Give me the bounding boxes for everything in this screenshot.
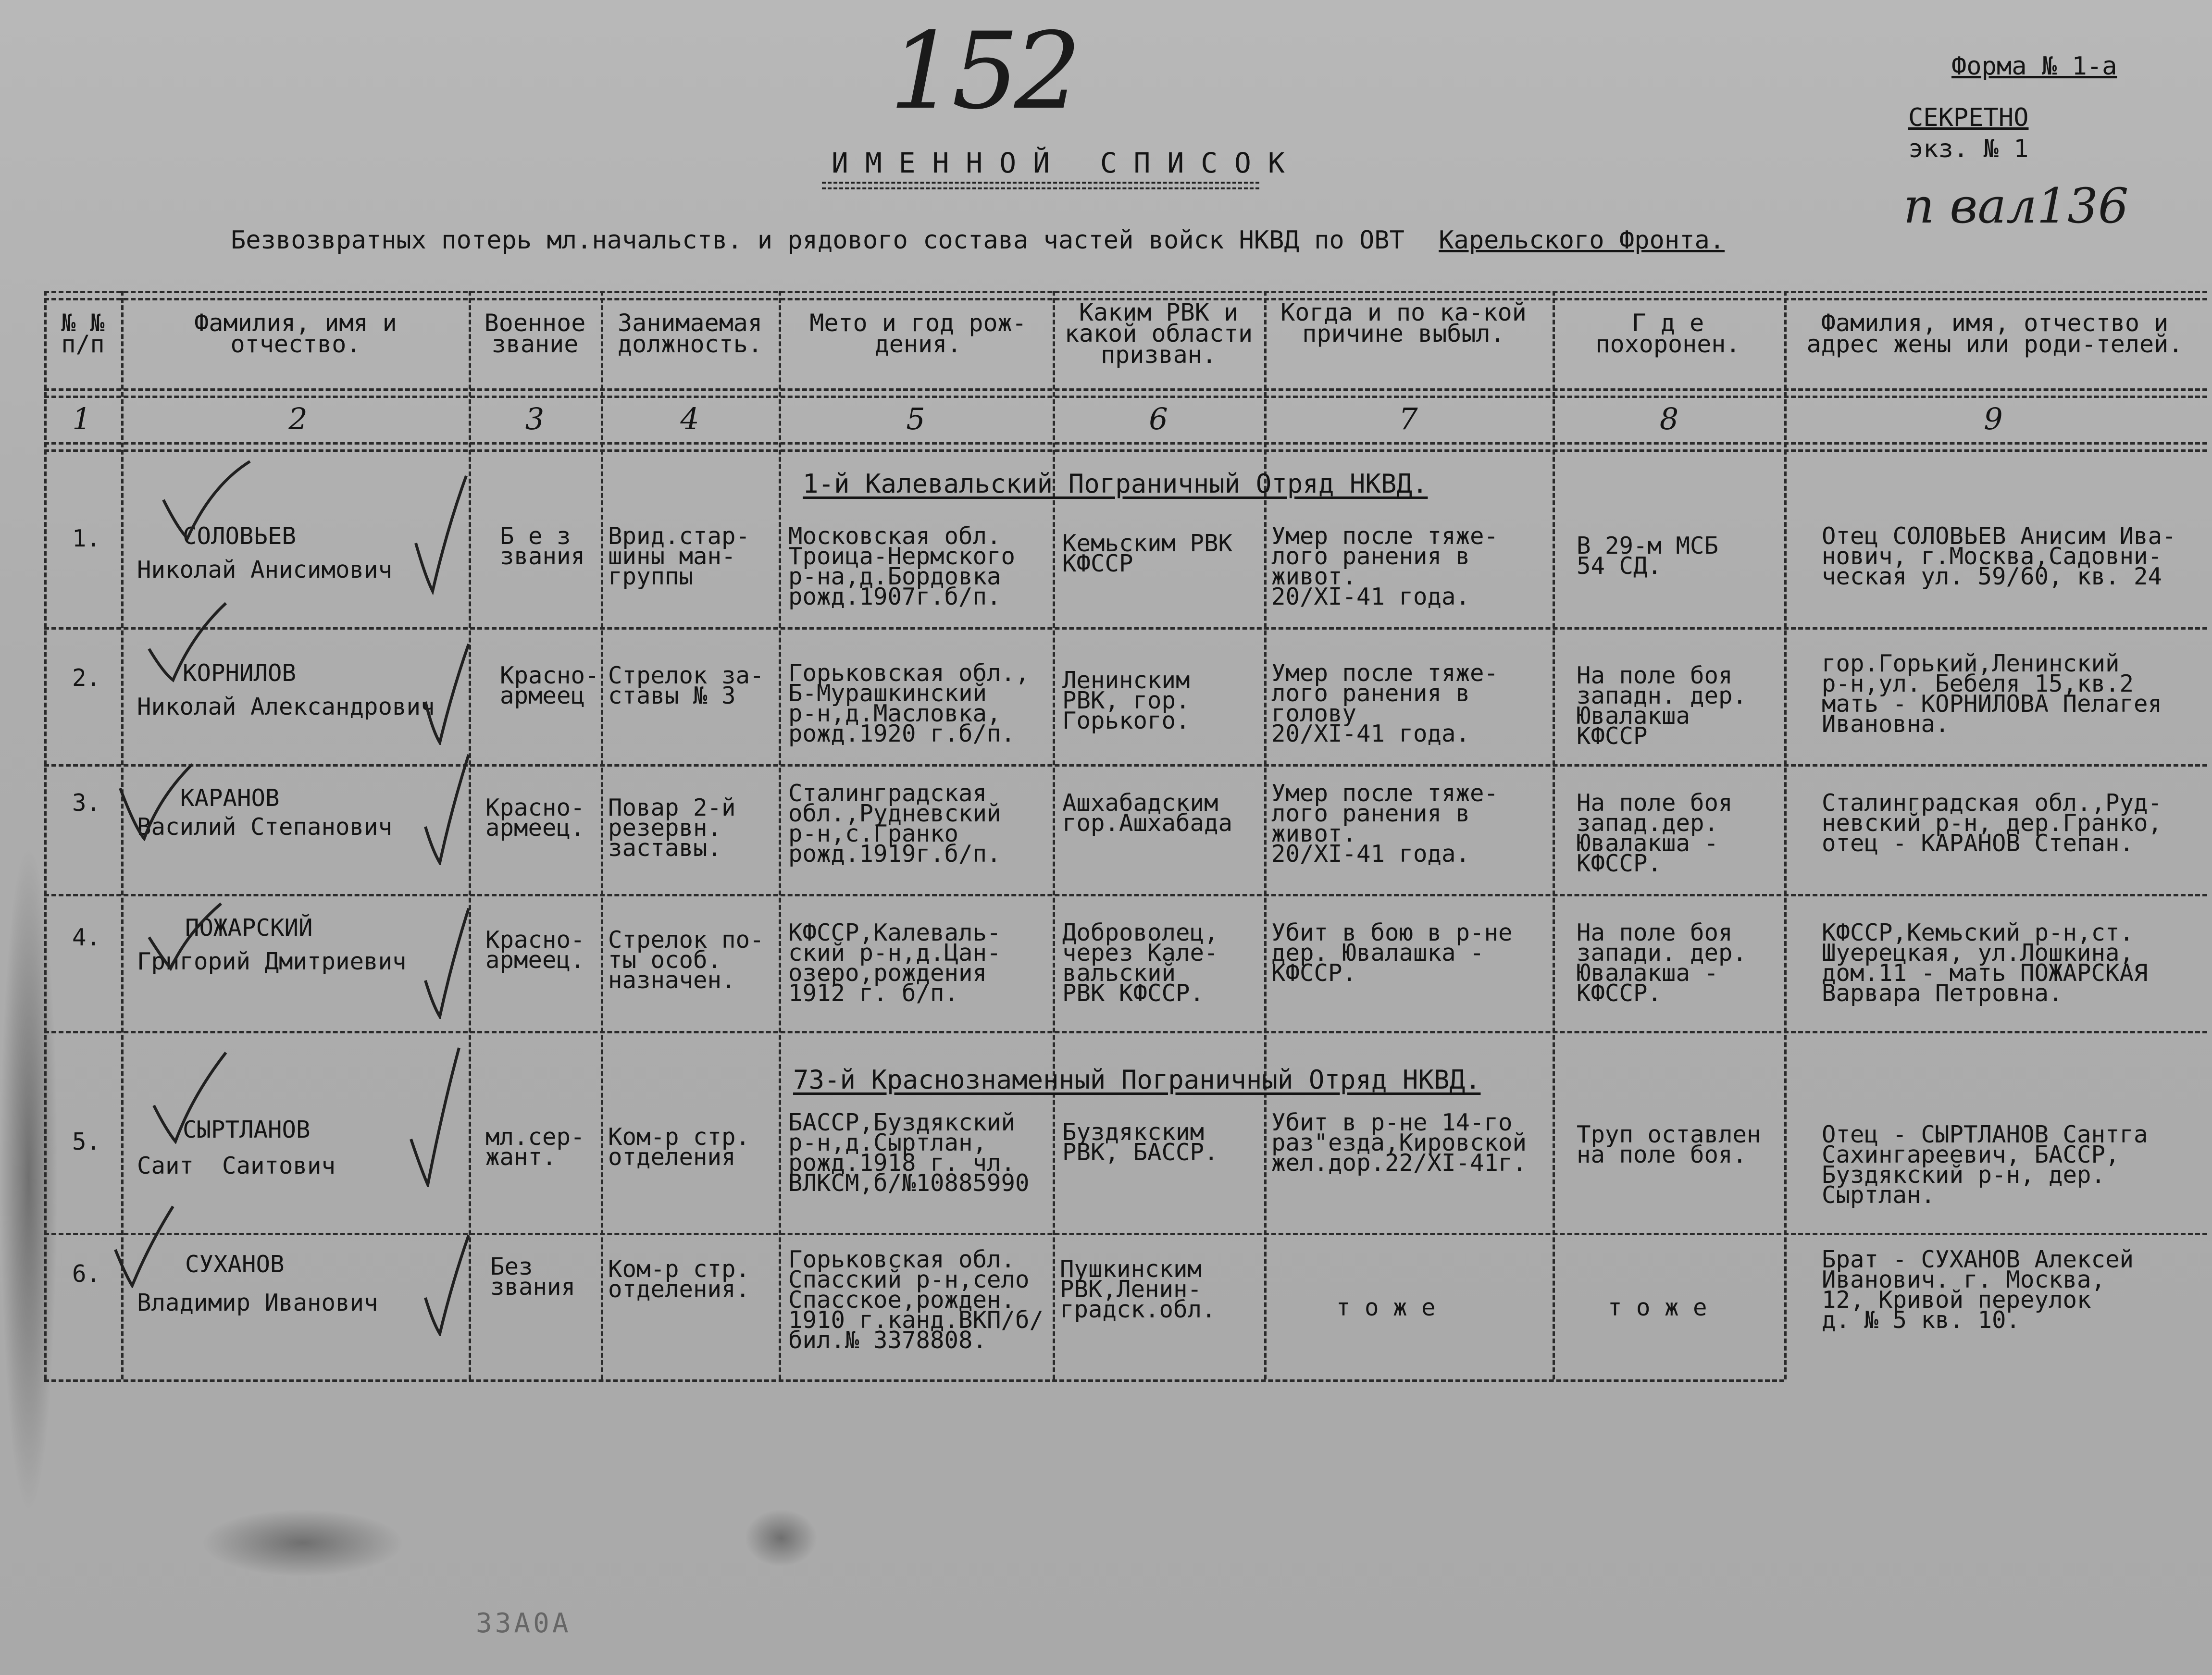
person-rvk: Буздякским РВК, БАССР. bbox=[1062, 1118, 1218, 1166]
person-position: Ком-р стр. отделения bbox=[608, 1123, 750, 1171]
check-mark-icon bbox=[409, 1043, 461, 1187]
title-underline bbox=[822, 182, 1259, 189]
person-cause: Умер после тяже- лого ранения в голову 20/XI-41 года. bbox=[1271, 659, 1499, 747]
colnum-8: 8 bbox=[1659, 401, 1679, 436]
person-name: Николай Александрович bbox=[137, 693, 435, 720]
section-heading-2: 73-й Краснознаменный Пограничный Отряд НКВД. bbox=[793, 1065, 1481, 1095]
person-burial: На поле боя запади. дер. Ювалакша - КФССР. bbox=[1577, 919, 1747, 1007]
numbers-bottom-rule-2 bbox=[44, 449, 2207, 452]
check-mark-icon bbox=[111, 1202, 178, 1288]
person-rvk: Ленинским РВК, гор. Горького. bbox=[1062, 667, 1190, 734]
check-mark-icon bbox=[423, 639, 471, 745]
person-birth: БАССР,Буздякский р-н,д.Сыртлан, рожд.1918 г. чл. ВЛКСМ,б/№10885990 bbox=[788, 1109, 1030, 1197]
page-title: И М Е Н Н О Й С П И С О К bbox=[832, 147, 1285, 179]
check-mark-icon bbox=[115, 759, 197, 841]
colnum-3: 3 bbox=[525, 401, 545, 436]
bottom-stamp: ЗЗА0А bbox=[476, 1608, 572, 1639]
col-rule-5 bbox=[1053, 291, 1055, 1379]
copy-label: экз. № 1 bbox=[1908, 135, 2029, 163]
check-mark-icon bbox=[144, 899, 226, 971]
header-fullname: Фамилия, имя и отчество. bbox=[194, 309, 397, 358]
header-rvk: Каким РВК и какой области призван. bbox=[1064, 298, 1253, 369]
person-position: Стрелок за- ставы № 3 bbox=[608, 662, 764, 709]
person-relatives: Отец СОЛОВЬЕВ Анисим Ива- нович, г.Москва,Садовни- ческая ул. 59/60, кв. 24 bbox=[1822, 522, 2176, 590]
person-burial: В 29-м МСБ 54 СД. bbox=[1577, 532, 1719, 580]
row-number: 1. bbox=[72, 525, 101, 552]
header-cause: Когда и по ка-кой причине выбыл. bbox=[1280, 298, 1527, 347]
col-rule-4 bbox=[779, 291, 781, 1379]
person-rank: Б е з звания bbox=[500, 522, 585, 570]
person-position: Стрелок по- ты особ. назначен. bbox=[608, 926, 764, 994]
person-relatives: гор.Горький,Ленинский р-н,ул. Бебеля 15,кв.2 мать - КОРНИЛОВА Пелагея Ивановна. bbox=[1822, 650, 2162, 738]
row-number: 5. bbox=[72, 1128, 101, 1155]
person-birth: КФССР,Калеваль- ский р-н,д.Цан- озеро,рождения 1912 г. б/п. bbox=[788, 919, 1001, 1007]
person-burial: На поле боя запад.дер. Ювалакша - КФССР. bbox=[1577, 789, 1733, 877]
ink-smudge bbox=[0, 841, 58, 1514]
row-rule-5 bbox=[44, 1233, 2207, 1235]
col-rule-7 bbox=[1553, 291, 1555, 1379]
person-name: Владимир Иванович bbox=[137, 1289, 378, 1316]
person-cause: Убит в бою в р-не дер. Ювалашка - КФССР. bbox=[1271, 919, 1513, 987]
header-relatives: Фамилия, имя, отчество и адрес жены или роди-телей. bbox=[1806, 309, 2183, 358]
table-top-rule bbox=[44, 291, 2207, 293]
check-mark-icon bbox=[159, 457, 255, 543]
person-rank: мл.сер- жант. bbox=[485, 1123, 585, 1171]
person-surname: СЫРТЛАНОВ bbox=[183, 1116, 311, 1143]
numbers-bottom-rule bbox=[44, 442, 2207, 445]
person-relatives: Сталинградская обл.,Руд- невский р-н, дер.Гранко, отец - КАРАНОВ Степан. bbox=[1822, 789, 2162, 857]
person-rank: Красно- армеец. bbox=[485, 926, 585, 974]
row-number: 6. bbox=[72, 1260, 101, 1288]
secrecy-label: СЕКРЕТНО bbox=[1908, 103, 2029, 132]
colnum-5: 5 bbox=[906, 401, 925, 436]
subtitle bbox=[231, 226, 1725, 255]
check-mark-icon bbox=[423, 750, 471, 865]
person-burial: На поле боя западн. дер. Ювалакша КФССР bbox=[1577, 662, 1747, 750]
ink-smudge bbox=[745, 1509, 817, 1567]
person-position: Ком-р стр. отделения. bbox=[608, 1255, 750, 1303]
table-bottom-rule bbox=[44, 1379, 1784, 1382]
handwritten-number: 152 bbox=[889, 10, 1077, 133]
person-surname: КАРАНОВ bbox=[180, 784, 280, 812]
person-cause: т о ж е bbox=[1336, 1294, 1436, 1321]
subtitle-prefix: Безвозвратных потерь мл.начальств. и рядового состава частей войск НКВД по ОВТ bbox=[231, 226, 1404, 255]
person-rvk: Пушкинским РВК,Ленин- градск.обл. bbox=[1060, 1255, 1216, 1323]
person-birth: Горьковская обл., Б-Мурашкинский р-н,д.Масловка, рожд.1920 г.б/п. bbox=[788, 659, 1030, 747]
check-mark-icon bbox=[423, 904, 471, 1019]
person-surname: КОРНИЛОВ bbox=[183, 659, 297, 687]
person-cause: Умер после тяже- лого ранения в живот. 20/XI-41 года. bbox=[1271, 780, 1499, 868]
person-relatives: КФССР,Кемьский р-н,ст. Шуерецкая, ул.Лошкина, дом.11 - мать ПОЖАРСКАЯ Варвара Петровна. bbox=[1822, 919, 2148, 1007]
header-bottom-rule bbox=[44, 388, 2207, 391]
person-position: Врид.стар- шины ман- группы bbox=[608, 522, 750, 590]
header-num: № № п/п bbox=[61, 309, 105, 358]
row-number: 3. bbox=[72, 789, 101, 817]
check-mark-icon bbox=[144, 596, 231, 682]
person-rvk: Кемьским РВК КФССР bbox=[1062, 530, 1233, 577]
person-rvk: Ашхабадским гор.Ашхабада bbox=[1062, 789, 1233, 837]
header-position: Занимаемая должность. bbox=[617, 309, 763, 358]
person-name: Николай Анисимович bbox=[137, 556, 393, 583]
colnum-6: 6 bbox=[1149, 401, 1168, 436]
person-rvk: Доброволец, через Кале- вальский РВК КФССР. bbox=[1062, 919, 1218, 1007]
colnum-2: 2 bbox=[288, 401, 308, 436]
person-name: Саит Саитович bbox=[137, 1152, 336, 1179]
person-burial: т о ж е bbox=[1608, 1294, 1707, 1321]
header-rank: Военное звание bbox=[484, 309, 586, 358]
header-bottom-rule-2 bbox=[44, 396, 2207, 398]
row-rule-2 bbox=[44, 764, 2207, 767]
person-rank: Без звания bbox=[490, 1253, 576, 1301]
header-burial: Г д е похоронен. bbox=[1595, 309, 1740, 358]
col-rule-6 bbox=[1264, 291, 1267, 1379]
person-name: Григорий Дмитриевич bbox=[137, 948, 407, 975]
row-number: 4. bbox=[72, 924, 101, 951]
person-surname: СОЛОВЬЕВ bbox=[183, 522, 297, 550]
colnum-1: 1 bbox=[72, 401, 91, 436]
person-surname: ПОЖАРСКИЙ bbox=[185, 914, 313, 942]
row-rule-4 bbox=[44, 1031, 2207, 1033]
person-birth: Сталинградская обл.,Рудневский р-н,с.Гранко рожд.1919г.б/п. bbox=[788, 780, 1001, 868]
row-rule-1 bbox=[44, 627, 2207, 630]
person-surname: СУХАНОВ bbox=[185, 1251, 285, 1278]
person-rank: Красно- армеец. bbox=[485, 794, 585, 842]
check-mark-icon bbox=[149, 1048, 231, 1144]
person-cause: Умер после тяже- лого ранения в живот. 20/XI-41 года. bbox=[1271, 522, 1499, 610]
person-birth: Московская обл. Троица-Нермского р-на,д.Бордовка рожд.1907г.б/п. bbox=[788, 522, 1016, 610]
person-cause: Убит в р-не 14-го раз"езда,Кировской жел.дор.22/XI-41г. bbox=[1271, 1109, 1527, 1177]
col-rule-3 bbox=[601, 291, 603, 1379]
check-mark-icon bbox=[423, 1230, 471, 1336]
person-rank: Красно- армеец bbox=[500, 662, 599, 709]
person-birth: Горьковская обл. Спасский р-н,село Спасское,рожден. 1910 г.канд.ВКП/б/ бил.№ 3378808. bbox=[788, 1246, 1044, 1354]
section-heading-1: 1-й Калевальский Пограничный Отряд НКВД. bbox=[803, 469, 1428, 499]
colnum-4: 4 bbox=[680, 401, 699, 436]
header-birth: Мето и год рож-дения. bbox=[809, 309, 1027, 358]
colnum-9: 9 bbox=[1984, 401, 2003, 436]
person-burial: Труп оставлен на поле боя. bbox=[1577, 1121, 1761, 1168]
colnum-7: 7 bbox=[1399, 401, 1418, 436]
col-rule-8 bbox=[1784, 291, 1787, 1379]
ink-smudge bbox=[202, 1509, 404, 1576]
handwritten-note: п вал136 bbox=[1903, 178, 2129, 234]
person-relatives: Отец - СЫРТЛАНОВ Сантга Сахингареевич, БАССР, Буздякский р-н, дер. Сыртлан. bbox=[1822, 1121, 2148, 1209]
row-rule-3 bbox=[44, 894, 2207, 896]
person-position: Повар 2-й резервн. заставы. bbox=[608, 794, 736, 862]
row-number: 2. bbox=[72, 664, 101, 692]
person-relatives: Брат - СУХАНОВ Алексей Иванович. г. Москва, 12, Кривой переулок д. № 5 кв. 10. bbox=[1822, 1246, 2134, 1334]
form-label: Форма № 1-а bbox=[1951, 52, 2117, 81]
check-mark-icon bbox=[413, 471, 471, 596]
subtitle-front: Карельского Фронта. bbox=[1439, 226, 1725, 255]
person-name: Василий Степанович bbox=[137, 813, 393, 841]
